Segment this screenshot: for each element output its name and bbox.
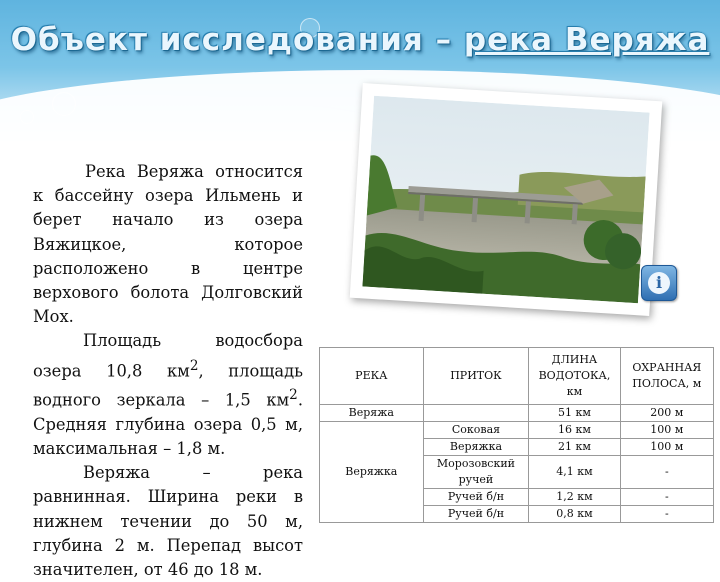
header-zone: ОХРАННАЯ ПОЛОСА, м <box>620 348 713 405</box>
title-link[interactable]: река Веряжа <box>463 22 710 58</box>
table-header-row <box>320 348 714 405</box>
cell-tributary: Ручей б/н <box>423 506 529 523</box>
river-bridge-photo <box>350 83 663 316</box>
paragraph-2-part-2: , площадь водного зеркала – 1,5 км <box>33 361 303 410</box>
cell-tributary <box>423 405 529 422</box>
cell-length: 21 км <box>529 439 620 456</box>
cell-zone: 200 м <box>620 405 713 422</box>
header-length: ДЛИНА ВОДОТОКА, км <box>529 348 620 405</box>
cell-zone: - <box>620 456 713 489</box>
cell-zone: - <box>620 489 713 506</box>
cell-length: 0,8 км <box>529 506 620 523</box>
title-prefix: Объект исследования – <box>10 22 464 58</box>
cell-river: Веряжа <box>320 405 424 422</box>
cell-length: 51 км <box>529 405 620 422</box>
cell-zone: 100 м <box>620 422 713 439</box>
decorative-bubble <box>20 110 34 124</box>
info-button[interactable] <box>641 265 677 301</box>
paragraph-2-part-1: Площадь водосбора озера 10,8 км <box>33 331 303 381</box>
cell-zone: 100 м <box>620 439 713 456</box>
paragraph-1: Река Веряжа относится к бассейну озера Ильмень и берет начало из озера Вяжицкое, которое расположено в центре верхового болота Долговский Мох. <box>33 162 303 327</box>
slide-title <box>0 22 720 58</box>
info-icon: i <box>648 272 670 294</box>
description-text <box>33 160 303 582</box>
superscript: 2 <box>289 387 298 404</box>
table-row <box>320 422 714 439</box>
cell-length: 1,2 км <box>529 489 620 506</box>
decorative-bubble <box>52 92 76 116</box>
river-table <box>319 347 714 523</box>
superscript: 2 <box>189 357 199 374</box>
photo-image <box>362 96 649 303</box>
cell-river-group: Веряжка <box>320 422 424 523</box>
cell-length: 4,1 км <box>529 456 620 489</box>
cell-tributary: Ручей б/н <box>423 489 529 506</box>
header-tributary: ПРИТОК <box>423 348 529 405</box>
header-river: РЕКА <box>320 348 424 405</box>
paragraph-2-part-3: . Средняя глубина озера 0,5 м, максимальная – 1,8 м. <box>33 390 303 459</box>
cell-zone: - <box>620 506 713 523</box>
cell-tributary: Морозовский ручей <box>423 456 529 489</box>
cell-tributary: Соковая <box>423 422 529 439</box>
paragraph-3: Веряжа – река равнинная. Ширина реки в нижнем течении до 50 м, глубина 2 м. Перепад высот значителен, от 46 до 18 м. <box>33 463 303 580</box>
table-row <box>320 405 714 422</box>
paragraph-2 <box>33 329 303 461</box>
cell-tributary: Веряжка <box>423 439 529 456</box>
cell-length: 16 км <box>529 422 620 439</box>
